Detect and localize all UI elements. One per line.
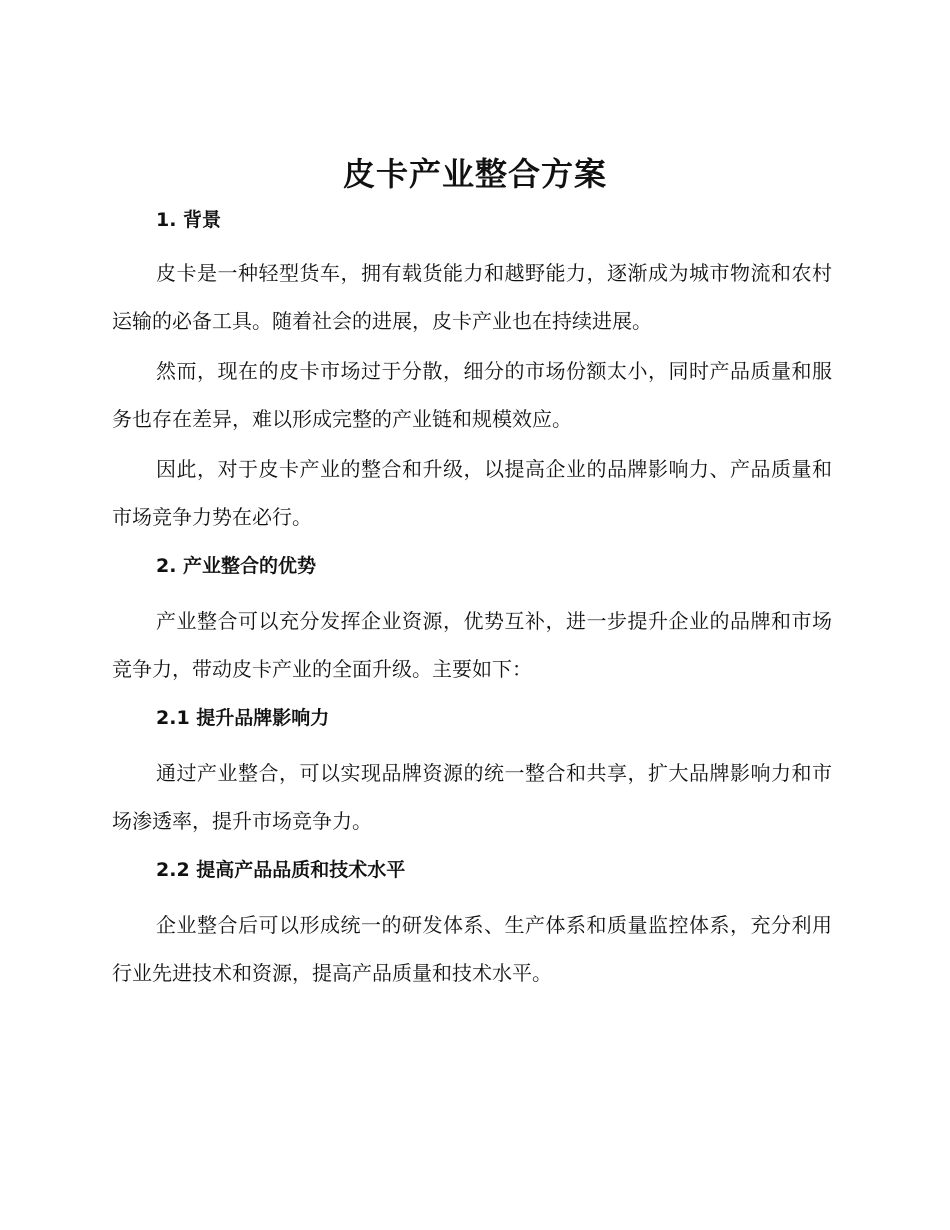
subsection-heading-brand: 2.1 提升品牌影响力: [156, 707, 330, 729]
document-title: 皮卡产业整合方案: [342, 155, 607, 193]
paragraph: 皮卡是一种轻型货车，拥有载货能力和越野能力，逐渐成为城市物流和农村运输的必备工具。随着社会的进展，皮卡产业也在持续进展。: [112, 261, 832, 333]
paragraph: 通过产业整合，可以实现品牌资源的统一整合和共享，扩大品牌影响力和市场渗透率，提升市场竞争力。: [112, 761, 832, 833]
paragraph: 产业整合可以充分发挥企业资源，优势互补，进一步提升企业的品牌和市场竞争力，带动皮卡产业的全面升级。主要如下：: [112, 609, 832, 681]
section-heading-background: 1. 背景: [156, 209, 222, 231]
paragraph: 然而，现在的皮卡市场过于分散，细分的市场份额太小，同时产品质量和服务也存在差异，难以形成完整的产业链和规模效应。: [112, 359, 832, 431]
subsection-heading-quality: 2.2 提高产品品质和技术水平: [156, 859, 406, 881]
paragraph: 企业整合后可以形成统一的研发体系、生产体系和质量监控体系，充分利用行业先进技术和资源，提高产品质量和技术水平。: [112, 913, 832, 985]
paragraph: 因此，对于皮卡产业的整合和升级，以提高企业的品牌影响力、产品质量和市场竞争力势在必行。: [112, 457, 832, 529]
section-heading-advantages: 2. 产业整合的优势: [156, 555, 317, 577]
